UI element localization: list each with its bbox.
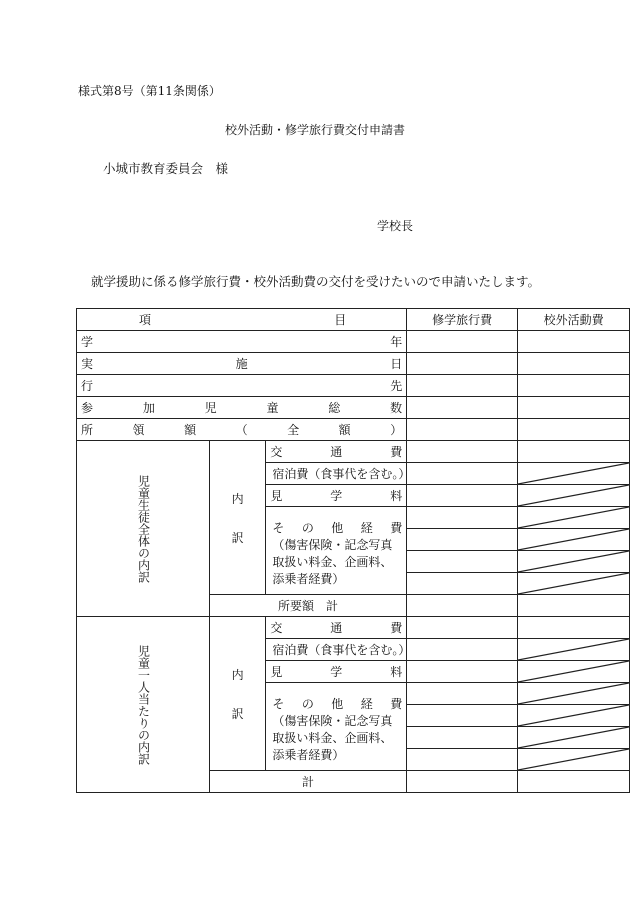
label-char: 費 <box>390 621 403 635</box>
label-char: 行 <box>81 379 94 393</box>
header-shugaku: 修学旅行費 <box>407 309 518 331</box>
label-char: 実 <box>81 357 94 371</box>
label-char: 童 <box>266 401 279 415</box>
label-char: 費 <box>390 445 403 459</box>
struck-cell <box>518 705 630 727</box>
struck-cell <box>518 639 630 661</box>
input-cell[interactable] <box>518 331 630 353</box>
struck-cell <box>518 507 630 529</box>
other-expenses-detail: （傷害保険・記念写真取扱い料金、企画料、添乗者経費） <box>272 537 393 586</box>
input-cell[interactable] <box>407 397 518 419</box>
label-char: 額 <box>338 423 351 437</box>
label-other-expenses <box>266 507 407 595</box>
row-grade <box>77 331 630 353</box>
label-transport <box>266 441 407 463</box>
label-char: 参 <box>81 401 94 415</box>
input-cell[interactable] <box>407 507 518 529</box>
input-cell[interactable] <box>407 331 518 353</box>
label-char: 交 <box>270 621 283 635</box>
label-subtotal-2: 計 <box>209 771 406 793</box>
label-char: 先 <box>390 379 403 393</box>
input-cell[interactable] <box>407 353 518 375</box>
label-char: 見 <box>270 489 283 503</box>
input-cell[interactable] <box>407 771 518 793</box>
input-cell[interactable] <box>407 705 518 727</box>
addressee: 小城市教育委員会 様 <box>103 161 229 176</box>
label-char: 日 <box>390 357 403 371</box>
section2-label-cell <box>77 617 210 793</box>
input-cell[interactable] <box>407 419 518 441</box>
label-char: 加 <box>142 401 155 415</box>
struck-cell <box>518 463 630 485</box>
label-char: 学 <box>81 335 94 349</box>
s2-transport-row <box>77 617 630 639</box>
input-cell[interactable] <box>407 529 518 551</box>
label-char: 見 <box>270 665 283 679</box>
section1-label: 児童生徒全体の内訳 <box>136 474 151 583</box>
header-item <box>77 309 407 331</box>
label-char: そ <box>272 520 285 535</box>
label-char: 施 <box>235 357 248 371</box>
label-char: 経 <box>360 696 373 711</box>
struck-cell <box>518 661 630 683</box>
row-total-amount <box>77 419 630 441</box>
label-char: の <box>301 520 314 535</box>
input-cell[interactable] <box>518 419 630 441</box>
other-expenses-detail: （傷害保険・記念写真取扱い料金、企画料、添乗者経費） <box>272 713 393 762</box>
label-char: 児 <box>204 401 217 415</box>
input-cell[interactable] <box>407 375 518 397</box>
breakdown-char: 内 <box>231 491 244 506</box>
sender-principal: 学校長 <box>377 219 414 233</box>
label-char: 他 <box>331 696 344 711</box>
input-cell[interactable] <box>407 441 518 463</box>
label-lodging: 宿泊費（食事代を含む。） <box>266 639 407 661</box>
input-cell[interactable] <box>518 397 630 419</box>
struck-cell <box>518 683 630 705</box>
label-grade <box>77 331 407 353</box>
header-row <box>77 309 630 331</box>
struck-cell <box>518 485 630 507</box>
struck-cell <box>518 727 630 749</box>
label-admission <box>266 485 407 507</box>
label-char: 交 <box>270 445 283 459</box>
label-char: 料 <box>390 489 403 503</box>
input-cell[interactable] <box>407 573 518 595</box>
s2-breakdown-cell <box>209 617 266 771</box>
row-destination <box>77 375 630 397</box>
input-cell[interactable] <box>407 463 518 485</box>
section2-label: 児童一人当たりの内訳 <box>136 644 151 765</box>
label-transport <box>266 617 407 639</box>
struck-cell <box>518 573 630 595</box>
row-date <box>77 353 630 375</box>
label-char: 費 <box>390 520 403 535</box>
label-char: 経 <box>360 520 373 535</box>
label-char: 所 <box>81 423 94 437</box>
struck-cell <box>518 749 630 771</box>
label-char: 料 <box>390 665 403 679</box>
label-char: 学 <box>330 665 343 679</box>
label-date <box>77 353 407 375</box>
input-cell[interactable] <box>407 661 518 683</box>
breakdown-char: 訳 <box>231 530 244 545</box>
label-char: の <box>301 696 314 711</box>
application-statement: 就学援助に係る修学旅行費・校外活動費の交付を受けたいので申請いたします。 <box>91 274 541 289</box>
label-total-amount <box>77 419 407 441</box>
s1-transport-row <box>77 441 630 463</box>
form-number: 様式第8号（第11条関係） <box>78 84 221 98</box>
input-cell[interactable] <box>518 595 630 617</box>
label-char: 領 <box>132 423 145 437</box>
label-destination <box>77 375 407 397</box>
label-char: そ <box>272 696 285 711</box>
label-char: 費 <box>390 696 403 711</box>
input-cell[interactable] <box>518 353 630 375</box>
s1-breakdown-cell <box>209 441 266 595</box>
header-item-char: 項 <box>139 313 152 327</box>
label-char: 年 <box>390 335 403 349</box>
label-char: 総 <box>328 401 341 415</box>
input-cell[interactable] <box>407 485 518 507</box>
label-char: 額 <box>184 423 197 437</box>
struck-cell <box>518 529 630 551</box>
label-char: 他 <box>331 520 344 535</box>
breakdown-char: 訳 <box>231 706 244 721</box>
label-char: 学 <box>330 489 343 503</box>
struck-cell <box>518 551 630 573</box>
input-cell[interactable] <box>407 595 518 617</box>
header-kogai: 校外活動費 <box>518 309 630 331</box>
label-admission <box>266 661 407 683</box>
label-lodging: 宿泊費（食事代を含む。） <box>266 463 407 485</box>
header-item-char: 目 <box>334 313 347 327</box>
breakdown-char: 内 <box>231 667 244 682</box>
application-table <box>76 308 630 793</box>
input-cell[interactable] <box>518 617 630 639</box>
input-cell[interactable] <box>407 639 518 661</box>
label-other-expenses <box>266 683 407 771</box>
label-participant-count <box>77 397 407 419</box>
input-cell[interactable] <box>518 441 630 463</box>
input-cell[interactable] <box>407 749 518 771</box>
label-char: （ <box>235 423 248 437</box>
input-cell[interactable] <box>518 375 630 397</box>
input-cell[interactable] <box>407 683 518 705</box>
label-char: ） <box>390 423 403 437</box>
row-participant-count <box>77 397 630 419</box>
label-char: 全 <box>287 423 300 437</box>
section1-label-cell <box>77 441 210 617</box>
input-cell[interactable] <box>518 771 630 793</box>
label-subtotal-1: 所要額 計 <box>209 595 406 617</box>
label-char: 通 <box>330 445 343 459</box>
input-cell[interactable] <box>407 727 518 749</box>
input-cell[interactable] <box>407 617 518 639</box>
document-title: 校外活動・修学旅行費交付申請書 <box>224 123 405 137</box>
label-char: 通 <box>330 621 343 635</box>
label-char: 数 <box>390 401 403 415</box>
input-cell[interactable] <box>407 551 518 573</box>
